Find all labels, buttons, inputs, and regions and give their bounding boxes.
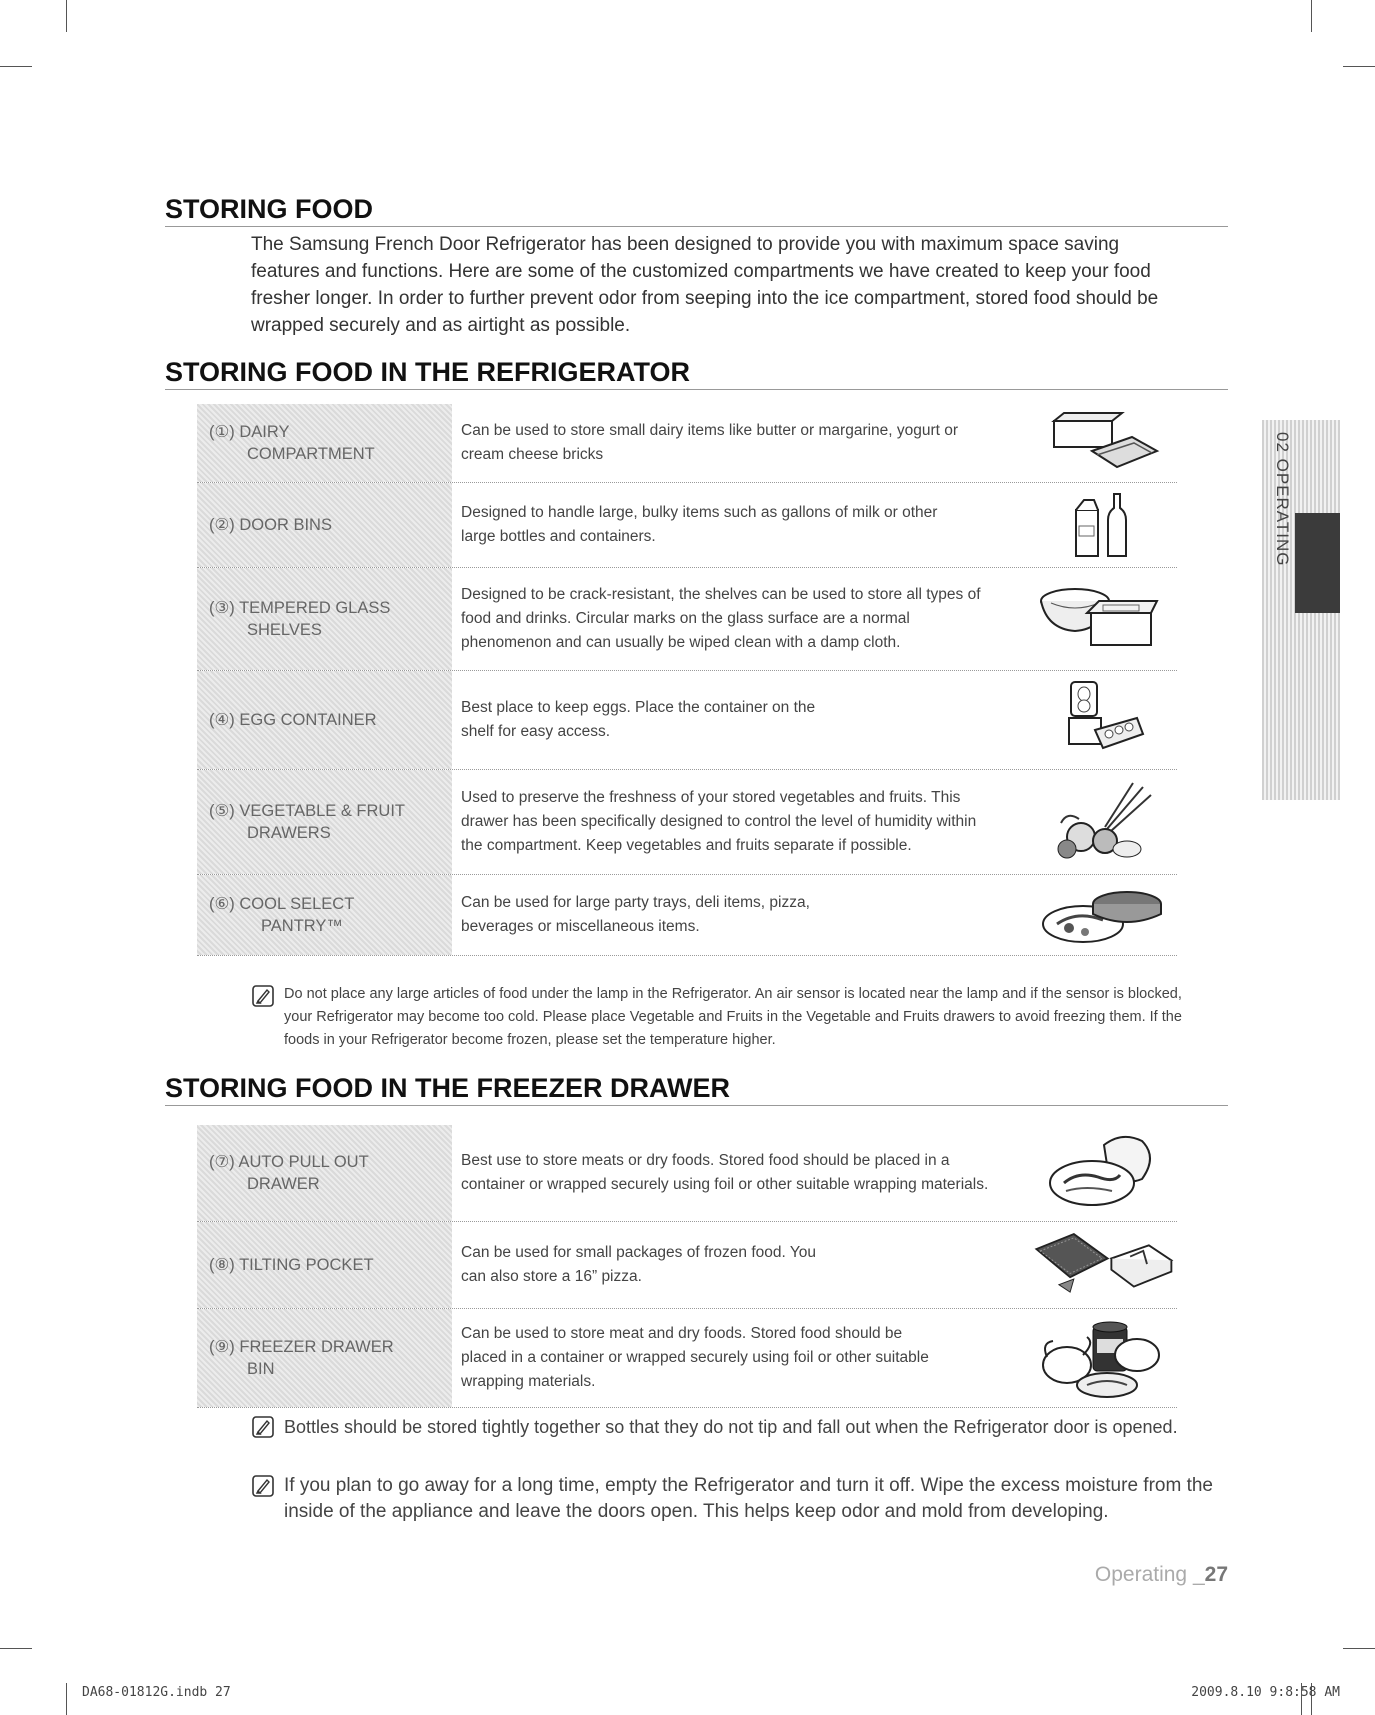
- note-going-away: [252, 1473, 1232, 1525]
- compartment-label-line: (⑦) AUTO PULL OUT: [209, 1153, 369, 1171]
- note-text: If you plan to go away for a long time, empty the Refrigerator and turn it off. Wipe the excess moisture from the inside of the appliance and leave the doors open. This helps keep odor and mold from developing.: [284, 1475, 1213, 1522]
- compartment-label: [197, 483, 452, 567]
- page-number-value: 27: [1204, 1563, 1228, 1586]
- compartment-description: Best use to store meats or dry foods. Stored food should be placed in a container or wrapped securely using foil or other suitable wrapping materials.: [461, 1152, 989, 1193]
- frozen-foods-icon: [1027, 1309, 1177, 1407]
- refrigerator-compartments-table: [197, 404, 1177, 956]
- chapter-side-tab: [1262, 420, 1340, 800]
- note-icon: [252, 1416, 274, 1438]
- compartment-label-line: (④) EGG CONTAINER: [209, 711, 377, 729]
- page-number: [1080, 1563, 1228, 1587]
- side-tab-highlight: [1295, 513, 1340, 613]
- compartment-description: Best place to keep eggs. Place the container on the shelf for easy access.: [461, 699, 816, 740]
- section-heading-storing-food: STORING FOOD: [165, 194, 1228, 227]
- print-footer-timestamp: 2009.8.10 9:8:58 AM: [1191, 1685, 1340, 1700]
- table-row: [197, 671, 1177, 770]
- compartment-label: [197, 1125, 452, 1221]
- compartment-label-line: (②) DOOR BINS: [209, 516, 332, 534]
- intro-paragraph: The Samsung French Door Refrigerator has been designed to provide you with maximum space saving features and functions. Here are some of the customized compartments we have created to keep your food fresher longer. In order to further prevent odor from seeping into the ice compartment, stored food should be wrapped securely and as airtight as possible.: [251, 234, 1159, 336]
- freezer-compartments-table: [197, 1125, 1177, 1408]
- compartment-label-line: BIN: [247, 1360, 275, 1378]
- compartment-label-line: (⑧) TILTING POCKET: [209, 1256, 374, 1274]
- compartment-description: Can be used for small packages of frozen food. You can also store a 16” pizza.: [461, 1244, 817, 1285]
- table-row: [197, 483, 1177, 568]
- note-icon: [252, 1475, 274, 1497]
- note-icon: [252, 985, 274, 1007]
- section-heading-refrigerator: STORING FOOD IN THE REFRIGERATOR: [165, 357, 1228, 390]
- compartment-label: [197, 1309, 452, 1407]
- table-row: [197, 770, 1177, 875]
- compartment-label-line: SHELVES: [247, 621, 322, 639]
- compartment-label: [197, 1222, 452, 1308]
- table-row: [197, 404, 1177, 483]
- table-row: [197, 1222, 1177, 1309]
- crop-mark: [0, 1648, 32, 1649]
- table-row: [197, 1309, 1177, 1408]
- page-label: Operating _: [1094, 1563, 1205, 1586]
- compartment-label-line: (⑤) VEGETABLE & FRUIT: [209, 802, 406, 820]
- compartment-label-line: (①) DAIRY: [209, 423, 290, 441]
- compartment-description: Can be used to store small dairy items like butter or margarine, yogurt or cream cheese bricks: [461, 422, 959, 463]
- note-text: Bottles should be stored tightly together so that they do not tip and fall out when the Refrigerator door is opened.: [284, 1417, 1178, 1437]
- compartment-label-line: COMPARTMENT: [247, 445, 375, 463]
- compartment-label-line: DRAWER: [247, 1175, 320, 1193]
- section-heading-freezer: STORING FOOD IN THE FREEZER DRAWER: [165, 1073, 1228, 1106]
- note-text: Do not place any large articles of food under the lamp in the Refrigerator. An air sensor is located near the lamp and if the sensor is blocked, your Refrigerator may become too cold. Please place Vegetable and Fruits in the Vegetable and Fruits drawers to avoid freezing them. If the foods in your Refrigerator become frozen, please set the temperature higher.: [284, 986, 1182, 1048]
- compartment-description: Used to preserve the freshness of your stored vegetables and fruits. This drawer has been specifically designed to control the level of humidity within the compartment. Keep vegetables and fruits separate if possible.: [461, 789, 977, 854]
- pizza-box-icon: [1027, 1222, 1177, 1308]
- crop-mark: [0, 66, 32, 67]
- crop-mark: [1343, 1648, 1375, 1649]
- compartment-label: [197, 875, 452, 955]
- bottles-icon: [1027, 483, 1177, 567]
- compartment-label: [197, 671, 452, 769]
- compartment-description: Can be used for large party trays, deli items, pizza, beverages or miscellaneous items.: [461, 894, 810, 935]
- compartment-label-line: (⑥) COOL SELECT: [209, 895, 355, 913]
- compartment-label: [197, 404, 452, 482]
- party-tray-icon: [1027, 875, 1177, 955]
- crop-mark: [66, 1683, 67, 1715]
- print-footer-file: DA68-01812G.indb 27: [82, 1685, 231, 1700]
- table-row: [197, 568, 1177, 671]
- compartment-label-line: DRAWERS: [247, 824, 331, 842]
- crop-mark: [66, 0, 67, 32]
- compartment-label: [197, 568, 452, 670]
- compartment-label-line: PANTRY™: [261, 917, 343, 935]
- compartment-description: Can be used to store meat and dry foods. Stored food should be placed in a container or wrapped securely using foil or other suitable wrapping materials.: [461, 1325, 929, 1390]
- vegetables-icon: [1027, 770, 1177, 874]
- food-containers-icon: [1027, 568, 1177, 670]
- egg-container-icon: [1027, 671, 1177, 769]
- compartment-description: Designed to handle large, bulky items such as gallons of milk or other large bottles and containers.: [461, 504, 938, 545]
- table-row: [197, 875, 1177, 956]
- wrapped-meat-icon: [1027, 1125, 1177, 1221]
- note-bottles: [252, 1414, 1212, 1440]
- table-row: [197, 1125, 1177, 1222]
- compartment-description: Designed to be crack-resistant, the shelves can be used to store all types of food and drinks. Circular marks on the glass surface are a normal phenomenon and can usually be wiped clean with a damp cloth.: [461, 586, 981, 651]
- dairy-compartment-icon: [1027, 404, 1177, 482]
- note-lamp-sensor: [252, 983, 1212, 1052]
- crop-mark: [1311, 0, 1312, 32]
- compartment-label-line: (③) TEMPERED GLASS: [209, 599, 391, 617]
- side-tab-label: 02 OPERATING: [1273, 432, 1292, 567]
- crop-mark: [1343, 66, 1375, 67]
- compartment-label: [197, 770, 452, 874]
- compartment-label-line: (⑨) FREEZER DRAWER: [209, 1338, 394, 1356]
